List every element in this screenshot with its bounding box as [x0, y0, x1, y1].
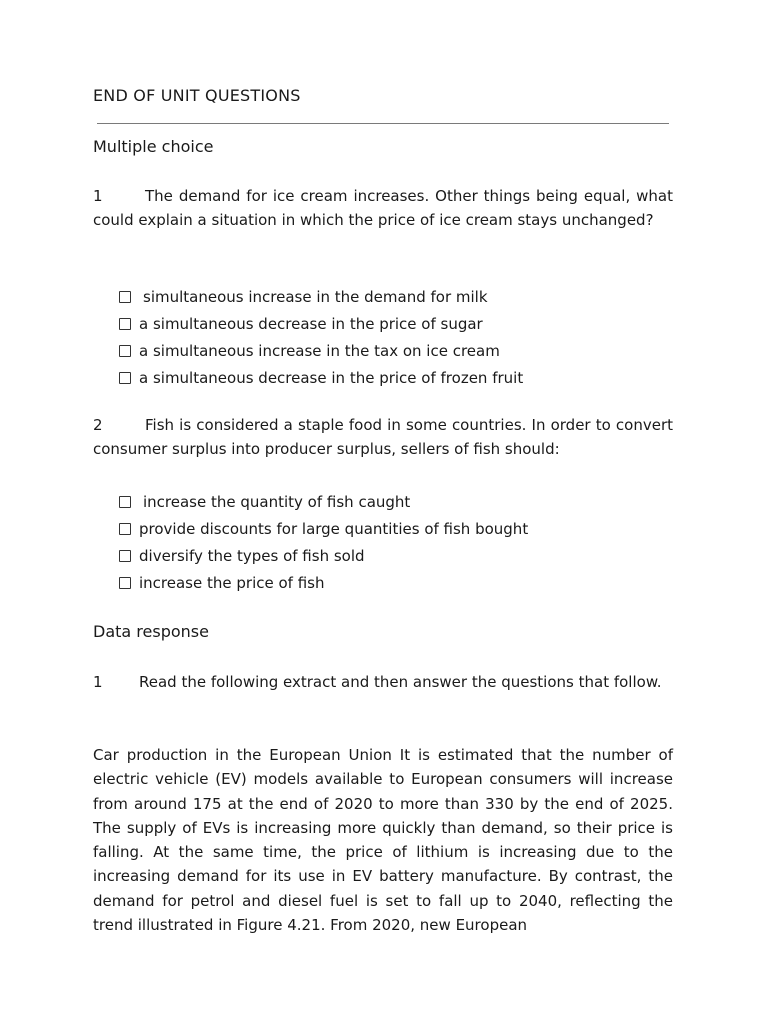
title-divider: [97, 123, 669, 124]
question-number: 1: [93, 673, 103, 691]
option-item[interactable]: [119, 310, 523, 337]
option-item[interactable]: [119, 364, 523, 391]
checkbox-icon[interactable]: [119, 318, 131, 330]
question-1-options: [119, 283, 523, 391]
option-label: a simultaneous decrease in the price of frozen fruit: [139, 368, 524, 387]
question-2-options: [119, 488, 528, 596]
section-heading-data-response: Data response: [93, 622, 209, 641]
section-heading-multiple-choice: Multiple choice: [93, 137, 214, 156]
checkbox-icon[interactable]: [119, 372, 131, 384]
option-item[interactable]: [119, 337, 523, 364]
checkbox-icon[interactable]: [119, 291, 131, 303]
option-label: provide discounts for large quantities of fish bought: [139, 519, 529, 538]
option-item[interactable]: [119, 283, 523, 310]
option-label: increase the quantity of fish caught: [143, 492, 411, 511]
question-text: The demand for ice cream increases. Other things being equal, what could explain a situation in which the price of ice cream stays unchanged?: [93, 187, 673, 230]
checkbox-icon[interactable]: [119, 496, 131, 508]
question-1: [93, 184, 673, 233]
option-item[interactable]: [119, 488, 528, 515]
question-number: 2: [93, 416, 103, 434]
option-label: increase the price of fish: [139, 573, 325, 592]
checkbox-icon[interactable]: [119, 550, 131, 562]
checkbox-icon[interactable]: [119, 523, 131, 535]
option-label: simultaneous increase in the demand for milk: [143, 287, 488, 306]
data-response-instruction: [93, 670, 673, 694]
option-item[interactable]: [119, 542, 528, 569]
question-2: [93, 413, 673, 462]
option-label: a simultaneous increase in the tax on ice cream: [139, 341, 500, 360]
instruction-text: Read the following extract and then answer the questions that follow.: [139, 673, 662, 691]
data-response-extract: Car production in the European Union It is estimated that the number of electric vehicle (EV) models available to European consumers will increase from around 175 at the end of 2020 to more than 330 by the end of 2025. The supply of EVs is increasing more quickly than demand, so their price is falling. At the same time, the price of lithium is increasing due to the increasing demand for its use in EV battery manufacture. By contrast, the demand for petrol and diesel fuel is set to fall up to 2040, reflecting the trend illustrated in Figure 4.21. From 2020, new European: [93, 746, 673, 935]
question-text: Fish is considered a staple food in some countries. In order to convert consumer surplus into producer surplus, sellers of fish should:: [93, 416, 673, 459]
option-label: a simultaneous decrease in the price of sugar: [139, 314, 483, 333]
option-label: diversify the types of fish sold: [139, 546, 365, 565]
checkbox-icon[interactable]: [119, 577, 131, 589]
option-item[interactable]: [119, 515, 528, 542]
question-number: 1: [93, 187, 103, 205]
checkbox-icon[interactable]: [119, 345, 131, 357]
page-title: END OF UNIT QUESTIONS: [93, 86, 301, 105]
option-item[interactable]: [119, 569, 528, 596]
